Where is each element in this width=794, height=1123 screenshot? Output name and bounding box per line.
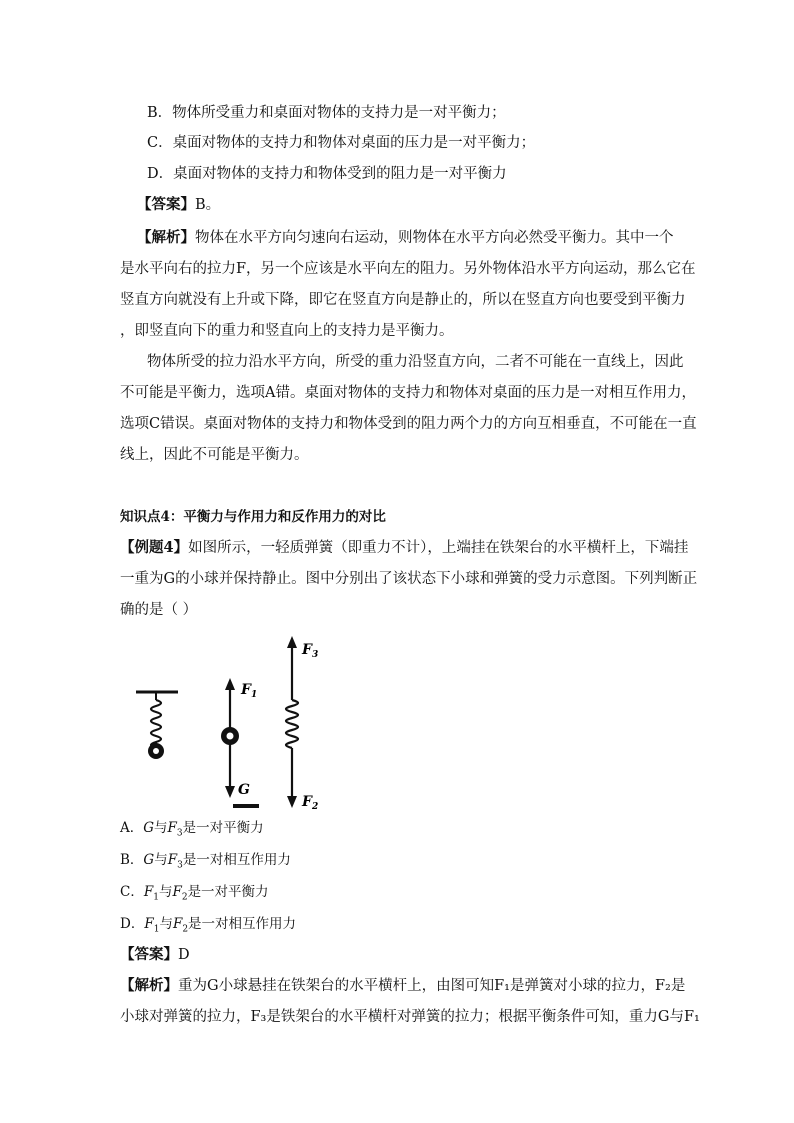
option-subscript-a: 1 <box>153 924 160 935</box>
option-subscript-a: 1 <box>153 892 159 903</box>
option-symbol-a: F <box>143 884 154 900</box>
option-prefix: D． <box>120 916 145 932</box>
option-connector: 与 <box>158 884 173 900</box>
analysis-p2-line-3: 选项C错误。桌面对物体的支持力和物体受到的阻力两个力的方向互相垂直，不可能在一直 <box>120 416 697 432</box>
option-symbol-b: F <box>167 820 177 836</box>
option-symbol-b: F <box>167 852 178 868</box>
example-tag: 【例题4】 <box>120 539 189 556</box>
option-text: 是一对相互作用力 <box>188 916 297 932</box>
example-option-b <box>120 850 291 876</box>
example-answer-value: D <box>178 947 190 963</box>
option-symbol-a: G <box>143 852 155 868</box>
option-text: 是一对相互作用力 <box>182 852 291 868</box>
answer-value: B。 <box>195 197 221 213</box>
analysis-line-4: ，即竖直向下的重力和竖直向上的支持力是平衡力。 <box>120 323 454 339</box>
example-line-1 <box>120 538 688 558</box>
option-b: B．物体所受重力和桌面对物体的支持力是一对平衡力； <box>147 105 506 121</box>
example-option-d <box>120 914 296 940</box>
option-prefix: A． <box>120 820 144 836</box>
example-line-2: 一重为G的小球并保持静止。图中分别出了该状态下小球和弹簧的受力示意图。下列判断正 <box>120 571 698 587</box>
analysis-text: 物体在水平方向匀速向右运动，则物体在水平方向必然受平衡力。其中一个 <box>195 230 674 246</box>
example-text: 如图所示，一轻质弹簧（即重力不计），上端挂在铁架台的水平横杆上，下端挂 <box>188 540 689 556</box>
analysis-p2-line-4: 线上，因此不可能是平衡力。 <box>120 447 309 463</box>
answer-tag: 【答案】 <box>137 196 195 213</box>
option-connector: 与 <box>159 916 173 932</box>
example-analysis-tag: 【解析】 <box>120 977 178 994</box>
analysis-tag: 【解析】 <box>137 229 195 246</box>
option-connector: 与 <box>154 852 168 868</box>
option-d: D．桌面对物体的支持力和物体受到的阻力是一对平衡力 <box>147 166 507 182</box>
option-prefix: B． <box>120 852 144 868</box>
knowledge-point-heading: 知识点4：平衡力与作用力和反作用力的对比 <box>120 509 386 525</box>
example-option-a <box>120 818 264 844</box>
hanging-spring-ball <box>136 692 178 759</box>
spring-ball-figure <box>120 628 340 812</box>
option-connector: 与 <box>154 820 168 836</box>
example-answer-line <box>120 945 190 965</box>
example-option-c <box>120 882 269 908</box>
label-f3: $F_3$ <box>302 642 319 660</box>
option-symbol-a: G <box>143 820 155 836</box>
option-subscript-b: 3 <box>176 828 183 839</box>
option-subscript-b: 3 <box>177 860 183 871</box>
option-prefix: C． <box>120 884 144 900</box>
label-f1: $F_1$ <box>241 682 258 700</box>
analysis-p2-line-1: 物体所受的拉力沿水平方向，所受的重力沿竖直方向，二者不可能在一直线上，因此 <box>147 354 684 370</box>
option-symbol-a: F <box>144 916 154 932</box>
option-text: 是一对平衡力 <box>187 884 269 900</box>
spring-force-diagram <box>286 636 298 808</box>
analysis-line-2: 是水平向右的拉力F，另一个应该是水平向左的阻力。另外物体沿水平方向运动，那么它在 <box>120 261 696 277</box>
example-line-3: 确的是（ ） <box>120 602 198 618</box>
analysis-line-1 <box>137 228 674 248</box>
example-analysis-line-2: 小球对弹簧的拉力，F₃是铁架台的水平横杆对弹簧的拉力；根据平衡条件可知，重力G与F₁ <box>120 1009 700 1025</box>
option-text: 是一对平衡力 <box>182 820 264 836</box>
option-symbol-b: F <box>172 884 182 900</box>
option-subscript-b: 2 <box>181 892 188 903</box>
option-subscript-b: 2 <box>182 924 189 935</box>
option-c: C．桌面对物体的支持力和物体对桌面的压力是一对平衡力； <box>147 135 536 151</box>
example-analysis-text: 重为G小球悬挂在铁架台的水平横杆上，由图可知F₁是弹簧对小球的拉力，F₂是 <box>178 978 686 994</box>
analysis-line-3: 竖直方向就没有上升或下降，即它在竖直方向是静止的，所以在竖直方向也要受到平衡力 <box>120 292 686 308</box>
label-g: G <box>238 782 250 798</box>
analysis-p2-line-2: 不可能是平衡力，选项A错。桌面对物体的支持力和物体对桌面的压力是一对相互作用力， <box>120 385 696 401</box>
option-symbol-b: F <box>172 916 183 932</box>
example-answer-tag: 【答案】 <box>120 946 178 963</box>
example-analysis-line-1 <box>120 976 685 996</box>
answer-line <box>137 195 220 215</box>
label-f2: $F_2$ <box>302 794 319 812</box>
force-diagram <box>120 628 340 812</box>
